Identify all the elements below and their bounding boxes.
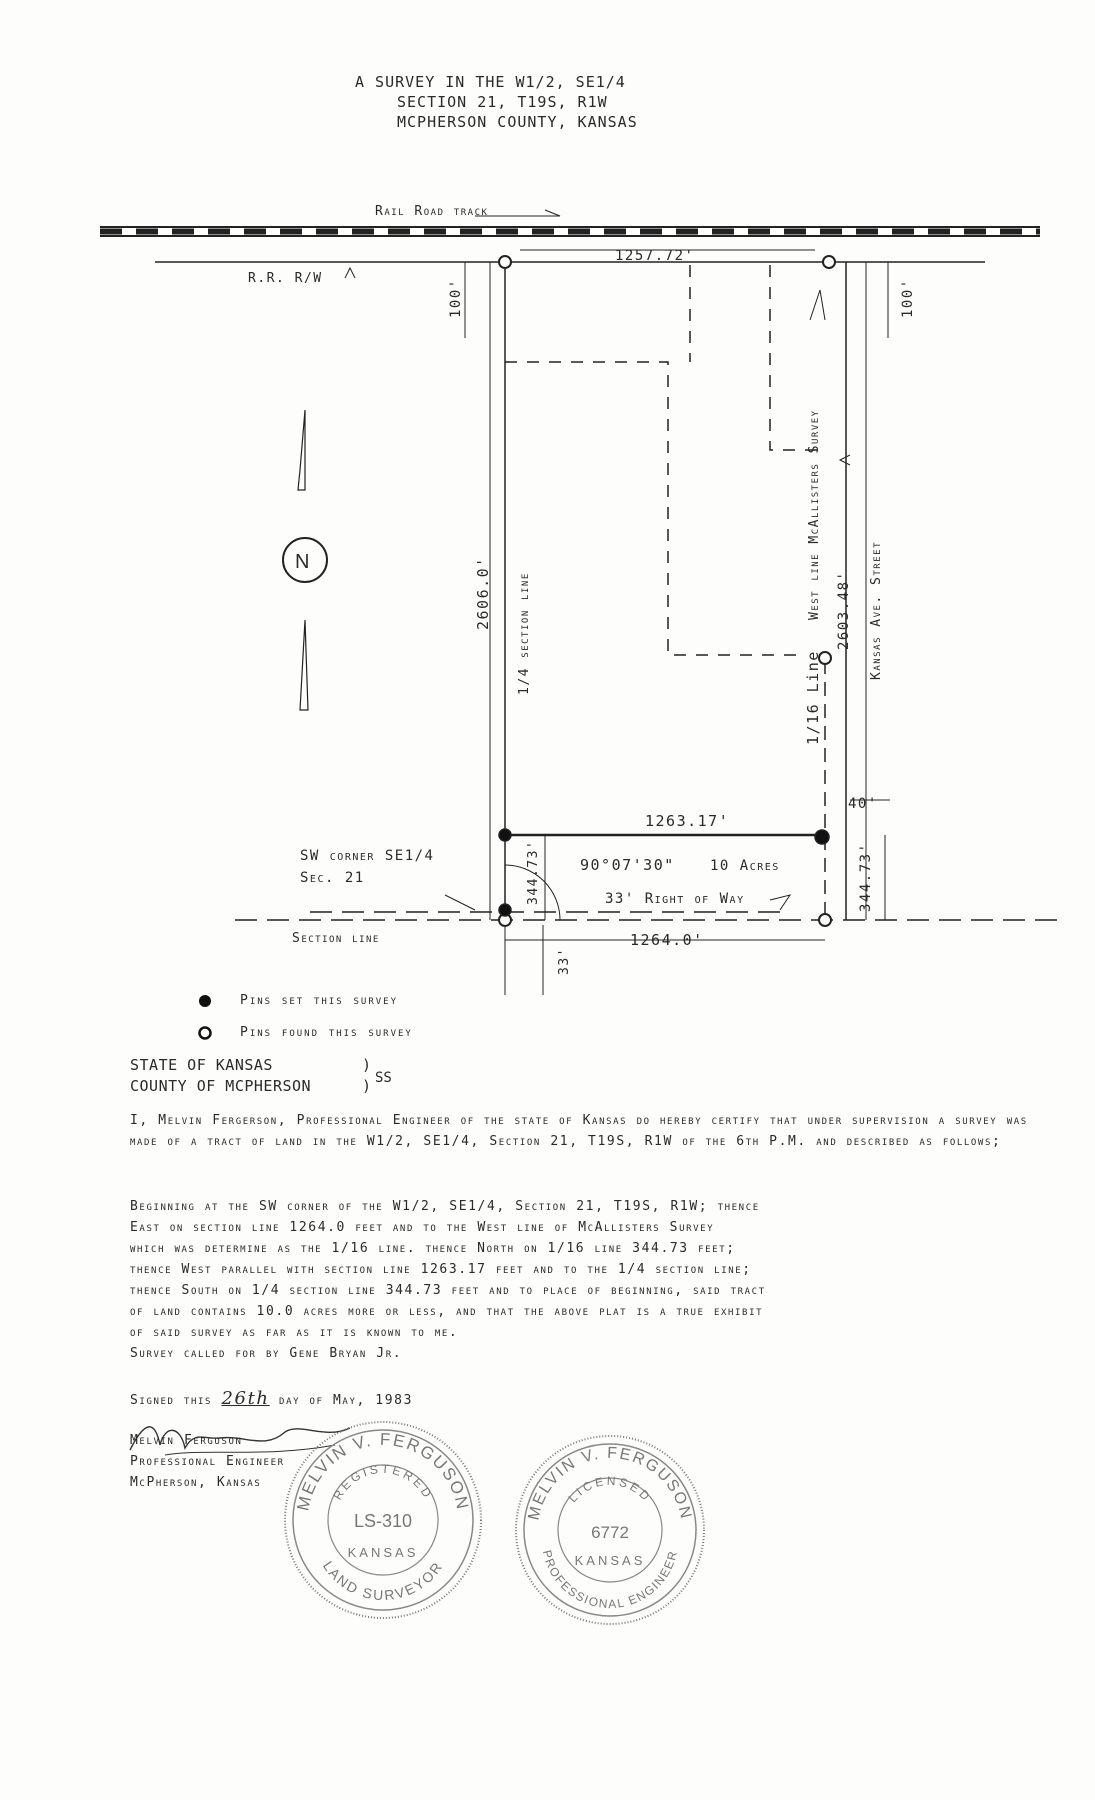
description-line: of land contains 10.0 acres more or less, and that the above plat is a true exhibit <box>130 1304 764 1319</box>
acres-label: 10 Acres <box>710 858 780 874</box>
west-line-leader <box>810 290 825 320</box>
description-line: of said survey as far as it is known to me. <box>130 1325 459 1340</box>
north-arrow-top <box>298 410 305 490</box>
north-letter: N <box>295 551 311 573</box>
rr-row-leader <box>345 268 355 278</box>
seal-1-state: KANSAS <box>347 1545 419 1560</box>
seal-2-bottom: PROFESSIONAL ENGINEER <box>539 1548 681 1612</box>
south-offset-label: 33' <box>557 947 572 975</box>
sw-corner-leader <box>445 895 475 910</box>
seal-2-state: KANSAS <box>574 1553 646 1568</box>
seal-1-top: MELVIN V. FERGUSON <box>293 1429 473 1513</box>
sw-corner-label-2: Sec. 21 <box>300 870 365 886</box>
svg-text:LAND SURVEYOR <box>320 1558 446 1603</box>
quarter-line-label: 1/4 section line <box>517 572 532 695</box>
signed-line <box>130 1388 413 1411</box>
west-line-label: West line McAllisters Survey <box>807 409 822 620</box>
pin-set-sw <box>499 904 511 916</box>
description-line: thence South on 1/4 section line 344.73 feet and to place of beginning, said tract <box>130 1283 766 1298</box>
west-dim-label: 2606.0' <box>474 556 492 630</box>
street-width-label: 40' <box>848 796 878 812</box>
signatory-city: McPherson, Kansas <box>130 1475 262 1490</box>
legend-pins-found: Pins found this survey <box>240 1025 413 1040</box>
seal-1-number: LS-310 <box>353 1511 413 1531</box>
right-offset-label: 100' <box>900 278 916 318</box>
ss-label: SS <box>375 1070 392 1086</box>
certification-text: I, Melvin Fergerson, Professional Engineer of the state of Kansas do hereby certify that under supervision a survey was made of a tract of land in the W1/2, SE1/4, Section 21, T19S, R1W of the 6th P.M. and described as follows; <box>130 1113 1028 1149</box>
angle-label: 90°07'30" <box>580 856 675 874</box>
seal-1-bottom: LAND SURVEYOR <box>319 1557 447 1604</box>
state-line: STATE OF KANSAS <box>130 1056 273 1074</box>
pin-found-nw <box>499 256 511 268</box>
pin-set-ne <box>815 830 829 844</box>
east-dim-label: 2603.48' <box>836 570 852 650</box>
professional-engineer-seal <box>510 1430 710 1630</box>
signed-prefix: Signed this <box>130 1393 213 1408</box>
signatory-title: Professional Engineer <box>130 1454 285 1469</box>
svg-text:REGISTERED <box>330 1462 435 1502</box>
pin-set-nw <box>499 829 511 841</box>
tract-west-label: 344.73' <box>526 839 541 905</box>
sixteenth-line-label: 1/16 Line <box>804 650 822 745</box>
railroad-label: Rail Road track <box>375 204 489 219</box>
tract-east-label: 344.73' <box>858 842 874 912</box>
signed-suffix: day of May, 1983 <box>279 1393 414 1408</box>
description-line: East on section line 1264.0 feet and to the West line of McAllisters Survey <box>130 1220 715 1235</box>
paren-1: ) <box>362 1056 372 1074</box>
description-line: Beginning at the SW corner of the W1/2, SE1/4, Section 21, T19S, R1W; thence <box>130 1199 760 1214</box>
signatory-block <box>130 1430 285 1493</box>
street-leader <box>840 455 850 465</box>
legend-pin-found-symbol <box>197 1025 213 1045</box>
title-line-1: A SURVEY IN THE W1/2, SE1/4 <box>355 73 626 91</box>
rr-row-label: R.R. R/W <box>248 271 323 286</box>
description-line: Survey called for by Gene Bryan Jr. <box>130 1346 403 1361</box>
right-of-way-label: 33' Right of Way <box>605 891 745 907</box>
legend-pins-set: Pins set this survey <box>240 993 399 1008</box>
pin-found-se <box>819 914 831 926</box>
street-label: Kansas Ave. Street <box>869 541 884 680</box>
svg-text:LICENSED <box>565 1474 654 1505</box>
description-line: thence West parallel with section line 1263.17 feet and to the 1/4 section line; <box>130 1262 752 1277</box>
legal-description <box>130 1196 1030 1364</box>
description-line: which was determine as the 1/16 line. thence North on 1/16 line 344.73 feet; <box>130 1241 736 1256</box>
title-line-2: SECTION 21, T19S, R1W <box>397 93 608 111</box>
section-line-label: Section line <box>292 931 380 946</box>
south-dim-label: 1264.0' <box>630 931 704 949</box>
paren-2: ) <box>362 1077 372 1095</box>
north-dim-label: 1257.72' <box>615 248 695 264</box>
row-leader <box>770 895 790 910</box>
state-block <box>130 1055 372 1097</box>
seal-2-top: MELVIN V. FERGUSON <box>525 1444 695 1522</box>
land-surveyor-seal <box>278 1415 488 1625</box>
tract-north-label: 1263.17' <box>645 812 730 830</box>
signatory-name: Melvin Ferguson <box>130 1433 243 1448</box>
dashed-outline-west <box>505 362 805 655</box>
north-arrow-bottom <box>300 620 308 710</box>
legend-pin-set-symbol <box>197 993 213 1013</box>
county-line: COUNTY OF MCPHERSON <box>130 1077 312 1095</box>
sw-corner-label-1: SW corner SE1/4 <box>300 848 435 864</box>
seal-2-number: 6772 <box>591 1523 629 1542</box>
pin-found-ne <box>823 256 835 268</box>
signed-day: 26th <box>221 1388 270 1409</box>
seal-1-middle: REGISTERED <box>330 1461 436 1503</box>
title-line-3: MCPHERSON COUNTY, KANSAS <box>397 113 638 131</box>
left-offset-label: 100' <box>448 278 464 318</box>
seal-2-middle: LICENSED <box>565 1473 655 1506</box>
